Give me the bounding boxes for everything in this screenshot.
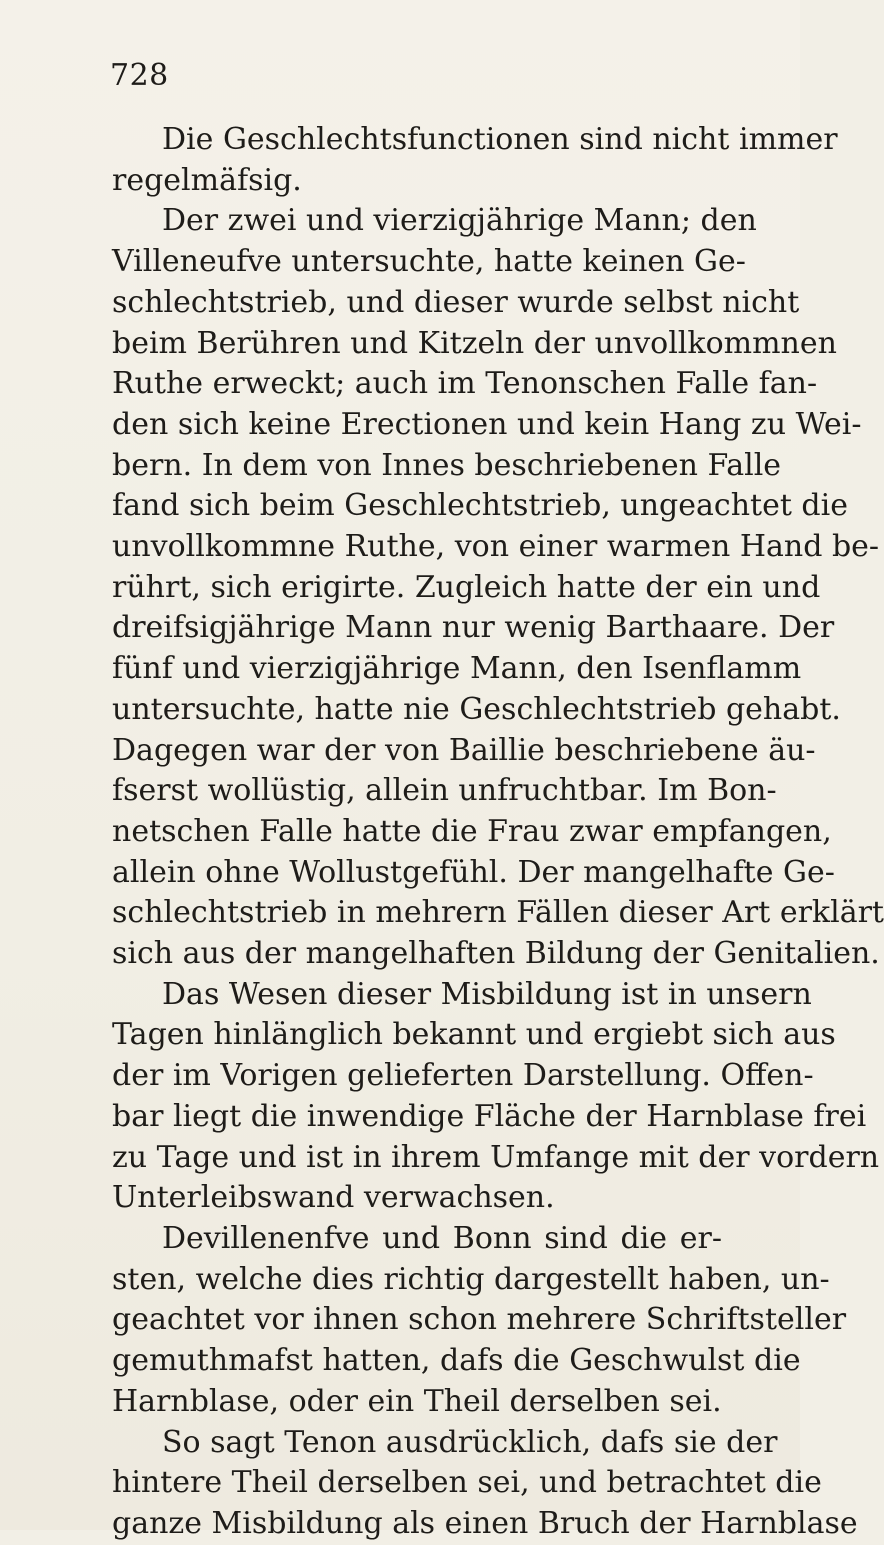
- text-line: untersuchte, hatte nie Geschlechtstrieb gehabt.: [112, 691, 841, 727]
- text-line: Villeneufve untersuchte, hatte keinen Ge-: [112, 244, 746, 280]
- text-line: allein ohne Wollustgefühl. Der mangelhafte Ge-: [112, 854, 835, 890]
- text-line: sten, welche dies richtig dargestellt haben, un-: [112, 1261, 830, 1297]
- text-line: sich aus der mangelhaften Bildung der Genitalien.: [112, 936, 880, 972]
- text-line: Dagegen war der von Baillie beschriebene äu-: [112, 732, 816, 768]
- text-line: Unterleibswand verwachsen.: [112, 1180, 555, 1216]
- text-line: fserst wollüstig, allein unfruchtbar. Im Bon-: [112, 773, 777, 809]
- text-line: hintere Theil derselben sei, und betrachtet die: [112, 1465, 822, 1501]
- text-line: Ruthe erweckt; auch im Tenonschen Falle fan-: [112, 366, 818, 402]
- text-line: Der zwei und vierzigjährige Mann; den: [162, 203, 757, 239]
- text-line: gemuthmafst hatten, dafs die Geschwulst die: [112, 1343, 801, 1379]
- text-line: zu Tage und ist in ihrem Umfange mit der vordern: [112, 1139, 880, 1175]
- text-line: dreifsigjährige Mann nur wenig Barthaare. Der: [112, 610, 835, 646]
- paragraph-1: [112, 120, 838, 201]
- text-line: bar liegt die inwendige Fläche der Harnblase frei: [112, 1098, 867, 1134]
- text-line: Tagen hinlänglich bekannt und ergiebt sich aus: [112, 1017, 836, 1053]
- text-line: ganze Misbildung als einen Bruch der Harnblase: [112, 1505, 858, 1541]
- text-line: Das Wesen dieser Misbildung ist in unsern: [162, 976, 812, 1012]
- text-line: unvollkommne Ruthe, von einer warmen Hand be-: [112, 529, 880, 565]
- text-line: der im Vorigen gelieferten Darstellung. Offen-: [112, 1058, 814, 1094]
- paragraph-4: [112, 1219, 847, 1423]
- body-text: [112, 120, 884, 1545]
- text-line: geachtet vor ihnen schon mehrere Schriftsteller: [112, 1302, 847, 1338]
- text-line: Die Geschlechtsfunctionen sind nicht immer: [162, 122, 838, 157]
- text-line: Harnblase, oder ein Theil derselben sei.: [112, 1383, 722, 1419]
- text-line: schlechtstrieb, und dieser wurde selbst nicht: [112, 284, 800, 320]
- text-line: fand sich beim Geschlechtstrieb, ungeachtet die: [112, 488, 848, 524]
- text-line: schlechtstrieb in mehrern Fällen dieser Art erklärt: [112, 895, 884, 931]
- paragraph-5: [112, 1423, 858, 1545]
- text-line: Devillenenfve und Bonn sind die er-: [162, 1220, 722, 1256]
- paragraph-2: [112, 201, 884, 974]
- text-line: den sich keine Erectionen und kein Hang zu Wei-: [112, 406, 862, 442]
- text-line: beim Berühren und Kitzeln der unvollkommnen: [112, 325, 837, 361]
- text-line: fünf und vierzigjährige Mann, den Isenflamm: [112, 651, 802, 687]
- text-line: So sagt Tenon ausdrücklich, dafs sie der: [162, 1424, 778, 1460]
- text-line: bern. In dem von Innes beschriebenen Falle: [112, 447, 782, 483]
- paragraph-3: [112, 975, 880, 1219]
- text-line: netschen Falle hatte die Frau zwar empfangen,: [112, 813, 832, 849]
- page-number: 728: [110, 58, 169, 93]
- text-line: regelmäfsig.: [112, 162, 302, 198]
- text-line: rührt, sich erigirte. Zugleich hatte der ein und: [112, 569, 821, 605]
